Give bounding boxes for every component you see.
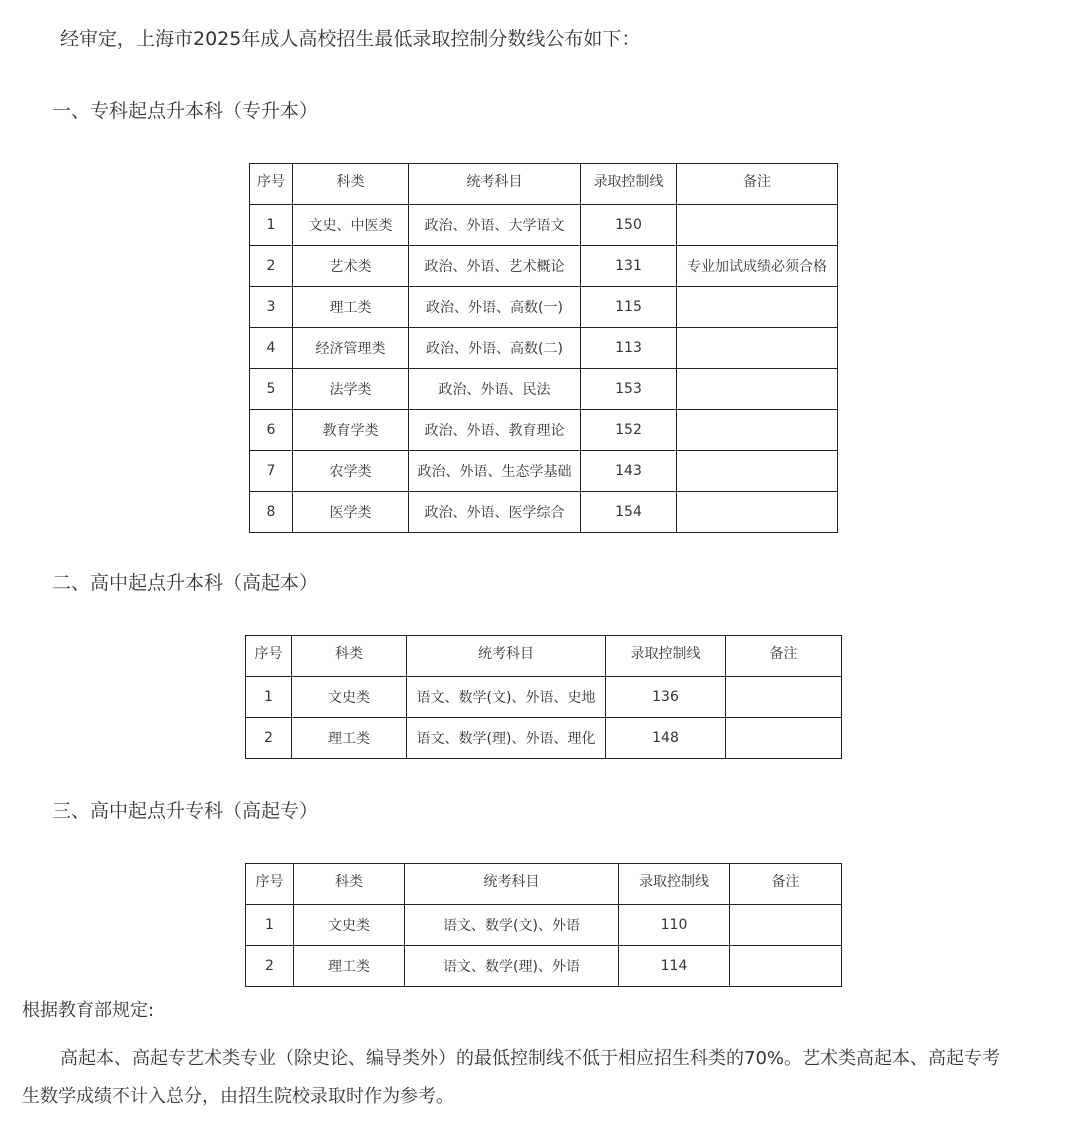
table-row — [246, 677, 842, 718]
cell-no: 6 — [250, 410, 293, 451]
cell-subjects: 政治、外语、生态学基础 — [409, 451, 581, 492]
table-row — [250, 410, 838, 451]
cell-score: 115 — [581, 287, 677, 328]
table-gaoqiben — [245, 635, 842, 759]
cell-category: 医学类 — [293, 492, 409, 533]
intro-text: 经审定，上海市2025年成人高校招生最低录取控制分数线公布如下： — [60, 28, 641, 50]
cell-subjects: 政治、外语、医学综合 — [409, 492, 581, 533]
cell-subjects: 语文、数学(理)、外语 — [405, 946, 619, 987]
table-header-row — [250, 164, 838, 205]
cell-category: 文史类 — [294, 905, 405, 946]
cell-subjects: 政治、外语、艺术概论 — [409, 246, 581, 287]
cell-no: 2 — [250, 246, 293, 287]
cell-category: 教育学类 — [293, 410, 409, 451]
cell-score: 150 — [581, 205, 677, 246]
cell-subjects: 语文、数学(文)、外语 — [405, 905, 619, 946]
table-row — [250, 246, 838, 287]
basis-text: 根据教育部规定: — [22, 1000, 155, 1021]
cell-no: 1 — [250, 205, 293, 246]
header-cell: 录取控制线 — [581, 164, 677, 205]
cell-remark — [730, 905, 842, 946]
header-cell: 录取控制线 — [606, 636, 726, 677]
table-row — [246, 905, 842, 946]
header-cell: 备注 — [730, 864, 842, 905]
cell-subjects: 政治、外语、教育理论 — [409, 410, 581, 451]
header-cell: 序号 — [250, 164, 293, 205]
cell-remark — [677, 410, 838, 451]
cell-no: 4 — [250, 328, 293, 369]
cell-category: 艺术类 — [293, 246, 409, 287]
cell-category: 理工类 — [294, 946, 405, 987]
cell-score: 153 — [581, 369, 677, 410]
header-cell: 统考科目 — [409, 164, 581, 205]
header-cell: 序号 — [246, 864, 294, 905]
cell-remark — [726, 677, 842, 718]
header-cell: 科类 — [294, 864, 405, 905]
table-header-row — [246, 636, 842, 677]
cell-no: 1 — [246, 905, 294, 946]
cell-category: 文史、中医类 — [293, 205, 409, 246]
table-row — [250, 328, 838, 369]
table-gaoqizhuan — [245, 863, 842, 987]
table-row — [246, 718, 842, 759]
cell-subjects: 政治、外语、民法 — [409, 369, 581, 410]
cell-score: 152 — [581, 410, 677, 451]
cell-no: 3 — [250, 287, 293, 328]
header-cell: 科类 — [292, 636, 407, 677]
header-cell: 序号 — [246, 636, 292, 677]
table-row — [246, 946, 842, 987]
cell-no: 2 — [246, 946, 294, 987]
cell-score: 131 — [581, 246, 677, 287]
table-row — [250, 287, 838, 328]
cell-category: 农学类 — [293, 451, 409, 492]
cell-subjects: 政治、外语、高数(一) — [409, 287, 581, 328]
table-header-row — [246, 864, 842, 905]
cell-category: 理工类 — [292, 718, 407, 759]
cell-subjects: 政治、外语、大学语文 — [409, 205, 581, 246]
section-1-heading: 一、专科起点升本科（专升本） — [52, 100, 319, 122]
header-cell: 科类 — [293, 164, 409, 205]
header-cell: 备注 — [677, 164, 838, 205]
cell-remark — [730, 946, 842, 987]
cell-remark: 专业加试成绩必须合格 — [677, 246, 838, 287]
cell-no: 1 — [246, 677, 292, 718]
table-row — [250, 205, 838, 246]
cell-category: 法学类 — [293, 369, 409, 410]
cell-score: 154 — [581, 492, 677, 533]
cell-remark — [677, 492, 838, 533]
cell-score: 114 — [619, 946, 730, 987]
cell-no: 7 — [250, 451, 293, 492]
cell-no: 8 — [250, 492, 293, 533]
cell-remark — [677, 328, 838, 369]
cell-remark — [677, 369, 838, 410]
cell-no: 5 — [250, 369, 293, 410]
cell-score: 136 — [606, 677, 726, 718]
table-zhuanshengben — [249, 163, 838, 533]
table-row — [250, 492, 838, 533]
cell-remark — [677, 205, 838, 246]
cell-category: 文史类 — [292, 677, 407, 718]
note-line-1: 高起本、高起专艺术类专业（除史论、编导类外）的最低控制线不低于相应招生科类的70%。艺术类高起本、高起专考 — [60, 1048, 1001, 1069]
cell-subjects: 语文、数学(理)、外语、理化 — [407, 718, 606, 759]
cell-category: 经济管理类 — [293, 328, 409, 369]
cell-score: 148 — [606, 718, 726, 759]
cell-no: 2 — [246, 718, 292, 759]
note-line-2: 生数学成绩不计入总分，由招生院校录取时作为参考。 — [22, 1086, 454, 1107]
header-cell: 录取控制线 — [619, 864, 730, 905]
cell-score: 113 — [581, 328, 677, 369]
cell-score: 143 — [581, 451, 677, 492]
cell-subjects: 语文、数学(文)、外语、史地 — [407, 677, 606, 718]
section-2-heading: 二、高中起点升本科（高起本） — [52, 572, 319, 594]
header-cell: 统考科目 — [407, 636, 606, 677]
cell-remark — [677, 287, 838, 328]
header-cell: 备注 — [726, 636, 842, 677]
cell-score: 110 — [619, 905, 730, 946]
cell-subjects: 政治、外语、高数(二) — [409, 328, 581, 369]
cell-category: 理工类 — [293, 287, 409, 328]
header-cell: 统考科目 — [405, 864, 619, 905]
table-row — [250, 369, 838, 410]
cell-remark — [726, 718, 842, 759]
cell-remark — [677, 451, 838, 492]
table-row — [250, 451, 838, 492]
section-3-heading: 三、高中起点升专科（高起专） — [52, 800, 319, 822]
